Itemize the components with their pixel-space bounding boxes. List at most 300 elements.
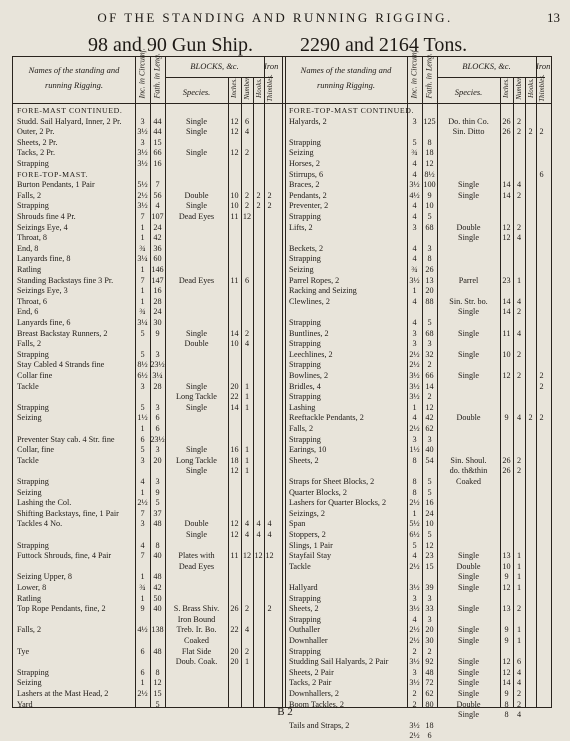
rigging-in-value: 12	[230, 466, 239, 476]
rigging-inc-value: 1	[140, 593, 145, 603]
rigging-fath-value: 39	[425, 583, 434, 592]
rigging-sp-value: Single	[186, 328, 207, 338]
rigging-inc-value: 1	[140, 487, 145, 497]
rigging-in-value: 11	[230, 551, 239, 561]
rigging-sp-value: Dead Eyes	[178, 275, 215, 285]
rigging-sp-value: Single	[458, 678, 479, 688]
rigging-fath-value: 20	[153, 455, 162, 465]
rigging-item-name: Outhaller	[289, 625, 320, 635]
rigging-nu-value: 1	[516, 625, 522, 635]
rigging-inc-value: 2	[412, 646, 417, 656]
rigging-item-name: Strapping	[289, 339, 321, 349]
rigging-sp-value: Single	[458, 636, 479, 645]
rigging-inc-value: 2½	[409, 349, 420, 359]
rigging-item-name: Seizing	[17, 487, 42, 497]
rigging-fath-value: 54	[425, 455, 434, 465]
rigging-in-value: 14	[502, 190, 511, 200]
rigging-nu-value: 4	[516, 180, 522, 190]
rigging-inc-value: 4	[412, 159, 417, 168]
rigging-in-value: 12	[502, 583, 511, 592]
rigging-inc-value: 2½	[409, 625, 420, 635]
rigging-inc-value: 8	[412, 455, 417, 465]
rigging-item-name: Earings, 10	[289, 445, 327, 455]
rigging-fath-value: 5	[427, 212, 432, 221]
rigging-fath-value: 15	[153, 137, 162, 147]
rigging-in-value: 26	[502, 116, 511, 126]
rigging-item-name: Seizings Eye, 3	[17, 286, 68, 296]
rigging-in-value: 10	[230, 190, 239, 200]
rigging-inc-value: 1	[140, 572, 145, 582]
rigging-inc-value: 3	[412, 116, 417, 126]
rigging-inc-value: 3	[412, 222, 417, 232]
header-bottom-rule	[13, 103, 551, 104]
rigging-item-name: Downhallers, 2	[289, 689, 340, 698]
rigging-inc-value: 2½	[409, 561, 420, 571]
rigging-item-name: Stay Cabled 4 Strands fine	[17, 360, 105, 370]
rigging-fath-value: 15	[425, 561, 434, 571]
rigging-nu-value: 2	[516, 127, 522, 137]
rigging-th-value: 4	[267, 530, 272, 539]
rigging-fath-value: 23½	[150, 360, 165, 370]
rigging-item-name: Lower, 8	[17, 583, 47, 592]
rigging-nu-value: 1	[244, 466, 250, 476]
rigging-inc-value: 3	[140, 381, 145, 391]
rigging-th-value: 12	[265, 551, 274, 561]
rigging-item-name: Breast Backstay Runners, 2	[17, 328, 108, 338]
rigging-fath-value: 3	[155, 402, 160, 412]
rigging-in-value: 26	[502, 127, 511, 137]
rigging-item-name: Top Rope Pendants, fine, 2	[17, 604, 106, 614]
left-hooks-header: Hooks.	[255, 78, 263, 98]
rigging-th-value: 2	[539, 127, 544, 137]
rigging-sp-value: do. th&thin	[449, 466, 488, 476]
rigging-fath-value: 3	[427, 243, 432, 253]
left-section-heading: FORE-TOP-MAST.	[17, 169, 89, 179]
rigging-in-value: 13	[502, 551, 511, 561]
rigging-th-value: 2	[267, 190, 272, 200]
rigging-nu-value: 4	[516, 413, 522, 423]
rigging-fath-value: 80	[425, 699, 434, 709]
rigging-inc-value: 2½	[409, 424, 420, 433]
rigging-fath-value: 37	[153, 508, 162, 518]
rigging-fath-value: 8½	[424, 169, 435, 179]
rigging-in-value: 12	[502, 222, 511, 232]
rigging-inc-value: 3½	[137, 127, 148, 137]
right-species-header: Species.	[454, 87, 483, 97]
rigging-nu-value: 4	[244, 127, 250, 137]
rigging-sp-value: Single	[458, 604, 479, 614]
rigging-inc-value: 2	[412, 699, 417, 709]
rigging-inc-value: 3¼	[137, 254, 148, 264]
rigging-in-value: 12	[230, 127, 239, 137]
rigging-inc-value: ¾	[139, 307, 146, 317]
rigging-fath-value: 56	[153, 190, 162, 200]
rigging-inc-value: 7	[140, 212, 145, 221]
rigging-inc-value: 3	[412, 593, 417, 603]
rigging-fath-value: 2	[427, 646, 432, 656]
rigging-inc-value: 1	[412, 508, 417, 518]
rigging-item-name: Straps for Sheet Blocks, 2	[289, 477, 375, 486]
rigging-sp-value: Double	[184, 519, 209, 529]
rigging-item-name: Braces, 2	[289, 180, 320, 190]
rigging-nu-value: 2	[516, 116, 522, 126]
rigging-item-name: Seizing	[17, 678, 42, 688]
rigging-inc-value: 7	[140, 551, 145, 561]
rigging-inc-value: 5½	[409, 519, 420, 529]
rigging-fath-value: 8	[155, 540, 160, 550]
rigging-item-name: Halyards, 2	[289, 116, 327, 126]
rigging-inc-value: 3	[140, 455, 145, 465]
ship-tonnage: 2290 and 2164 Tons.	[300, 34, 468, 56]
rigging-fath-value: 68	[425, 222, 434, 232]
rigging-fath-value: 3	[427, 434, 432, 444]
rigging-nu-value: 1	[244, 392, 250, 402]
rigging-sp-value: Double	[184, 339, 209, 349]
rigging-item-name: Standing Backstays fine 3 Pr.	[17, 275, 114, 285]
rigging-nu-value: 1	[516, 572, 522, 582]
rigging-fath-value: 7	[155, 180, 160, 190]
rigging-fath-value: 16	[153, 286, 162, 296]
rigging-inc-value: 3	[412, 434, 417, 444]
rigging-sp-value: Long Tackle	[176, 392, 217, 402]
rigging-item-name: Burton Pendants, 1 Pair	[17, 180, 95, 190]
rigging-item-name: Strapping	[17, 477, 49, 486]
rigging-item-name: Lifts, 2	[289, 222, 313, 232]
rigging-item-name: Collar, fine	[17, 445, 54, 455]
rigging-sp-value: Long Tackle	[176, 455, 217, 465]
rigging-sp-value: Sin. Ditto	[452, 127, 485, 137]
rigging-fath-value: 30	[425, 636, 434, 645]
left-blocks-header: BLOCKS, &c.	[190, 61, 239, 71]
rigging-fath-value: 66	[425, 371, 434, 380]
rigging-inc-value: 4	[412, 243, 417, 253]
rigging-th-value: 2	[539, 381, 544, 391]
rigging-inc-value: 4	[140, 540, 145, 550]
rigging-fath-value: 18	[425, 148, 434, 158]
rigging-fath-value: 44	[153, 127, 162, 137]
rigging-fath-value: 50	[153, 593, 162, 603]
rigging-sp-value: Single	[186, 402, 207, 412]
rigging-fath-value: 5	[155, 699, 160, 709]
rigging-inc-value: 3	[412, 667, 417, 677]
rigging-inc-value: 4	[412, 413, 417, 423]
rigging-inc-value: 1	[140, 233, 145, 243]
rigging-sp-value: Single	[458, 233, 479, 243]
rigging-nu-value: 1	[244, 381, 250, 391]
rigging-nu-value: 1	[244, 445, 250, 455]
rigging-fath-value: 6	[155, 424, 160, 433]
rigging-fath-value: 4	[155, 201, 160, 211]
rigging-nu-value: 6	[244, 275, 250, 285]
rigging-item-name: Strapping	[17, 159, 49, 168]
rigging-in-value: 12	[230, 519, 239, 529]
rigging-ho-value: 12	[254, 551, 263, 561]
right-names-header: Names of the standing and running Rigging.	[300, 65, 392, 90]
rigging-nu-value: 12	[242, 212, 252, 221]
rigging-inc-value: 8	[412, 487, 417, 497]
rigging-fath-value: 24	[425, 508, 434, 518]
rigging-inc-value: 6	[140, 434, 145, 444]
rigging-fath-value: 9	[155, 487, 160, 497]
rigging-nu-value: 4	[516, 678, 522, 688]
rigging-fath-value: 72	[425, 678, 434, 688]
rigging-in-value: 9	[504, 636, 509, 645]
rigging-inc-value: 1	[140, 678, 145, 688]
rigging-fath-value: 48	[153, 572, 162, 582]
rigging-item-name: Strapping	[17, 349, 49, 359]
rigging-nu-value: 2	[516, 455, 522, 465]
rigging-inc-value: 6½	[137, 371, 148, 380]
rigging-fath-value: 14	[425, 381, 434, 391]
rigging-item-name: Strapping	[289, 593, 321, 603]
rigging-fath-value: 2	[427, 392, 432, 402]
rigging-fath-value: 32	[425, 349, 434, 359]
rigging-nu-value: 2	[516, 699, 522, 709]
rigging-sp-value: Single	[458, 180, 479, 190]
rigging-in-value: 14	[502, 180, 511, 190]
rigging-item-name: Hallyard	[289, 583, 318, 592]
rigging-inc-value: 7	[140, 508, 145, 518]
rigging-item-name: Stayfail Stay	[289, 551, 332, 561]
left-species-header: Species.	[182, 87, 211, 97]
rigging-item-name: Strapping	[289, 254, 321, 264]
rigging-inc-value: ¾	[411, 265, 418, 274]
rigging-sp-value: Single	[186, 530, 207, 539]
rigging-nu-value: 2	[244, 646, 250, 656]
rigging-fath-value: 3¼	[152, 371, 163, 380]
rigging-item-name: Lashing	[289, 402, 316, 412]
rigging-inc-value: 3½	[409, 678, 420, 688]
rigging-in-value: 10	[230, 201, 239, 211]
rigging-item-name: Shifting Backstays, fine, 1 Pair	[17, 508, 119, 518]
rigging-in-value: 12	[502, 371, 511, 380]
rigging-inc-value: 1½	[137, 413, 148, 423]
rigging-item-name: Lashing the Col.	[17, 498, 72, 508]
rigging-item-name: Strapping	[289, 646, 321, 656]
right-thimbles-header: Thimbles.	[538, 74, 546, 102]
rigging-nu-value: 2	[244, 604, 250, 614]
rigging-fath-value: 107	[151, 212, 164, 221]
rigging-nu-value: 1	[516, 551, 522, 561]
rigging-inc-value: 3½	[409, 657, 420, 667]
left-inc-header: Inc. in Circumf.	[137, 48, 147, 99]
rigging-fath-value: 62	[425, 424, 434, 433]
rigging-inc-value: 2	[412, 689, 417, 698]
left-iron-header: Iron	[264, 61, 279, 71]
rigging-sp-value: Single	[458, 371, 479, 380]
rigging-inc-value: 1	[140, 296, 145, 306]
rigging-item-name: Strapping	[17, 667, 49, 677]
rigging-fath-value: 16	[153, 159, 162, 168]
rigging-fath-value: 13	[425, 275, 434, 285]
rigging-sp-value: Single	[186, 148, 207, 158]
rigging-inc-value: 2½	[409, 498, 420, 508]
rigging-inc-value: ¾	[411, 148, 418, 158]
rigging-nu-value: 2	[244, 201, 250, 211]
rigging-nu-value: 4	[516, 710, 522, 720]
rigging-fath-value: 28	[153, 381, 162, 391]
rigging-inc-value: 4	[412, 201, 417, 211]
rigging-nu-value: 2	[516, 349, 522, 359]
rigging-fath-value: 92	[425, 657, 434, 667]
rigging-fath-value: 24	[153, 307, 162, 317]
rigging-in-value: 23	[502, 275, 511, 285]
rigging-item-name: Falls, 2	[17, 190, 42, 200]
rigging-inc-value: 3½	[137, 148, 148, 158]
rigging-fath-value: 3	[427, 339, 432, 349]
rigging-inc-value: 2½	[137, 190, 148, 200]
rigging-fath-value: 40	[153, 551, 162, 561]
rigging-nu-value: 4	[244, 625, 250, 635]
rigging-in-value: 9	[504, 689, 509, 698]
rigging-fath-value: 23½	[150, 434, 165, 444]
rigging-item-name: Sheets, 2	[289, 455, 319, 465]
rigging-item-name: Sheets, 2	[289, 604, 319, 614]
rigging-fath-value: 88	[425, 296, 434, 306]
rigging-item-name: Stirrups, 6	[289, 169, 324, 179]
rigging-item-name: Strapping	[289, 434, 321, 444]
rigging-sp-value: Plates with	[178, 551, 215, 561]
rigging-ho-value: 2	[256, 190, 261, 200]
rigging-item-name: Yard	[17, 699, 33, 709]
rigging-inc-value: 2½	[409, 731, 420, 741]
rigging-sp-value: Dead Eyes	[178, 212, 215, 221]
rigging-fath-value: 100	[423, 180, 436, 190]
rigging-sp-value: Single	[458, 583, 479, 592]
rigging-item-name: Bowlines, 2	[289, 371, 329, 380]
rigging-item-name: Seizings Eye, 4	[17, 222, 68, 232]
rigging-sp-value: Dead Eyes	[178, 561, 215, 571]
rigging-inc-value: 4½	[137, 625, 148, 635]
rigging-inc-value: 7	[140, 275, 145, 285]
rigging-fath-value: 3	[427, 614, 432, 624]
rigging-inc-value: 3½	[137, 159, 148, 168]
rigging-fath-value: 68	[425, 328, 434, 338]
rigging-fath-value: 62	[425, 689, 434, 698]
rigging-item-name: Ratling	[17, 593, 42, 603]
rigging-fath-value: 9	[427, 190, 432, 200]
rigging-item-name: Tye	[17, 646, 30, 656]
rigging-inc-value: 3½	[409, 720, 420, 730]
rigging-nu-value: 1	[516, 636, 522, 645]
rigging-inc-value: ¾	[139, 243, 146, 253]
rigging-fath-value: 15	[153, 689, 162, 698]
rigging-fath-value: 5	[155, 498, 160, 508]
rigging-fath-value: 10	[425, 201, 434, 211]
rigging-item-name: Collar fine	[17, 371, 53, 380]
rigging-in-value: 8	[504, 699, 509, 709]
rigging-nu-value: 2	[516, 689, 522, 698]
rigging-nu-value: 4	[244, 339, 250, 349]
rigging-item-name: Tails and Straps, 2	[289, 720, 350, 730]
rigging-fath-value: 20	[425, 625, 434, 635]
rigging-inc-value: 1	[412, 402, 417, 412]
left-fath-header: Fath. in Leng.	[152, 53, 162, 99]
rigging-item-name: Strapping	[17, 201, 49, 211]
rigging-item-name: Shrouds fine 4 Pr.	[17, 212, 76, 221]
rigging-in-value: 8	[504, 710, 509, 720]
rigging-in-value: 10	[230, 339, 239, 349]
rigging-in-value: 14	[502, 678, 511, 688]
rigging-inc-value: 3½	[409, 371, 420, 380]
left-number-header: Number.	[243, 76, 251, 100]
rigging-sp-value: Single	[458, 328, 479, 338]
rigging-inc-value: 3½	[409, 583, 420, 592]
rigging-item-name: Pendants, 2	[289, 190, 327, 200]
rigging-item-name: Racking and Seizing	[289, 286, 357, 296]
rigging-fath-value: 10	[425, 519, 434, 529]
rigging-sp-value: Single	[186, 127, 207, 137]
rigging-sp-value: Coaked	[455, 477, 481, 486]
rigging-fath-value: 5	[427, 487, 432, 497]
rigging-fath-value: 48	[425, 667, 434, 677]
rigging-item-name: End, 8	[17, 243, 39, 253]
rigging-fath-value: 2	[427, 360, 432, 370]
rigging-sp-value: Iron Bound	[177, 614, 216, 624]
rigging-item-name: Outer, 2 Pr.	[17, 127, 55, 137]
rigging-item-name: Futtock Shrouds, fine, 4 Pair	[17, 551, 112, 561]
rigging-fath-value: 18	[425, 720, 434, 730]
rigging-inc-value: 1	[140, 222, 145, 232]
rigging-nu-value: 2	[244, 328, 250, 338]
rigging-inc-value: 3¼	[137, 318, 148, 327]
rigging-fath-value: 23	[425, 551, 434, 561]
rigging-in-value: 14	[502, 307, 511, 317]
rigging-in-value: 14	[230, 328, 239, 338]
rigging-item-name: Strapping	[289, 137, 321, 147]
rigging-item-name: Span	[289, 519, 306, 529]
rigging-inc-value: 6	[140, 667, 145, 677]
rigging-fath-value: 8	[427, 137, 432, 147]
rigging-item-name: Tacks, 2 Pr.	[17, 148, 56, 158]
rigging-fath-value: 48	[153, 646, 162, 656]
rigging-fath-value: 5	[427, 318, 432, 327]
rigging-ho-value: 4	[256, 519, 261, 529]
rigging-nu-value: 1	[516, 275, 522, 285]
right-inc-header: Inc. in Circumf.	[409, 48, 419, 99]
rigging-nu-value: 4	[516, 296, 522, 306]
rigging-inc-value: 9	[140, 604, 145, 614]
rigging-in-value: 14	[230, 402, 239, 412]
rigging-nu-value: 2	[516, 307, 522, 317]
rigging-fath-value: 36	[153, 243, 162, 253]
rigging-fath-value: 3	[427, 593, 432, 603]
rigging-sp-value: Single	[186, 116, 207, 126]
rigging-fath-value: 66	[153, 148, 162, 158]
rigging-ho-value: 2	[528, 127, 533, 137]
rigging-ho-value: 2	[256, 201, 261, 211]
rigging-item-name: Sheets, 2 Pair	[289, 667, 334, 677]
left-column-rule	[253, 77, 254, 707]
rigging-nu-value: 2	[244, 148, 250, 158]
rigging-nu-value: 4	[244, 530, 250, 539]
rigging-nu-value: 6	[516, 657, 522, 667]
rigging-item-name: Lashers for Quarter Blocks, 2	[289, 498, 387, 508]
rigging-item-name: Seizings, 2	[289, 508, 325, 518]
rigging-in-value: 26	[230, 604, 239, 614]
rigging-inc-value: 5½	[137, 180, 148, 190]
rigging-nu-value: 1	[244, 402, 250, 412]
rigging-in-value: 9	[504, 572, 509, 582]
ship-class: 98 and 90 Gun Ship.	[88, 34, 253, 56]
rigging-inc-value: 4	[412, 169, 417, 179]
rigging-sp-value: Single	[186, 201, 207, 211]
rigging-nu-value: 2	[516, 222, 522, 232]
rigging-nu-value: 2	[516, 190, 522, 200]
rigging-fath-value: 8	[155, 667, 160, 677]
rigging-inc-value: 8½	[137, 360, 148, 370]
rigging-item-name: Throat, 6	[17, 296, 48, 306]
